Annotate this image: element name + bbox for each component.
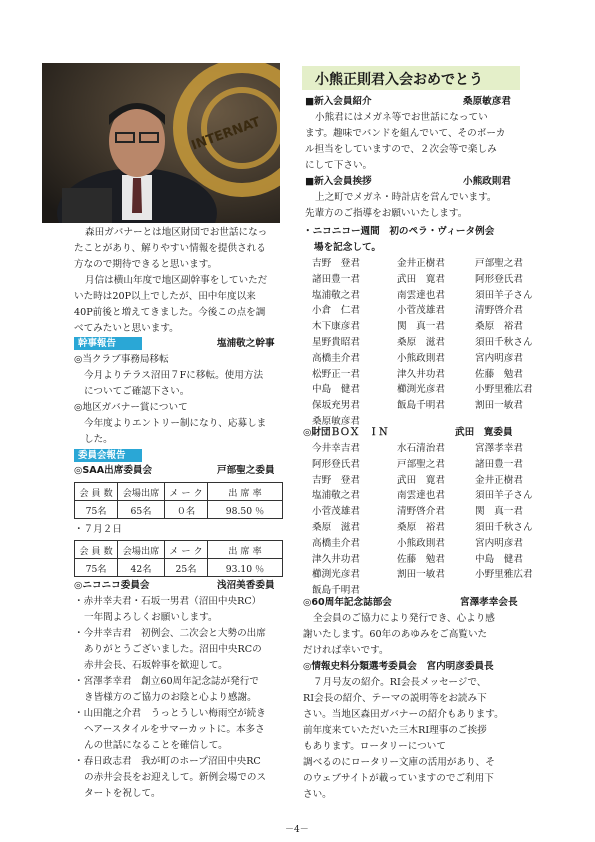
anniv-line: 全会員のご協力により発行でき、心より感 [313, 613, 495, 624]
member-name: 佐藤 勉君 [475, 368, 523, 380]
greeting-label: ■新入会員挨拶 [305, 176, 372, 187]
left-intro-line: いた時は20P以上でしたが、田中年度以来 [74, 291, 256, 302]
member-name: 金井正樹君 [475, 474, 523, 486]
table-header-cell: 会 員 数 [75, 483, 118, 501]
member-name: 阿形登氏君 [475, 273, 523, 285]
table-cell: ０名 [164, 501, 207, 519]
page-number: －4－ [285, 825, 309, 835]
member-name: 木下康彦君 [312, 321, 360, 333]
member-name: 小野里雅広君 [475, 569, 533, 581]
anniv-line: 謝いたします。60年のあゆみをご高覧いた [303, 629, 488, 640]
kanji-speaker: 塩浦敬之幹事 [217, 338, 275, 349]
niko-line: ・赤井幸夫君・石坂一男君（沼田中央RC） [74, 596, 262, 607]
niko-line: タートを祝して。 [84, 788, 161, 799]
member-name: 小熊政則君 [397, 537, 445, 549]
intro-label: ■新入会員紹介 [305, 96, 372, 107]
member-name: 中島 健君 [312, 384, 360, 396]
member-name: 塩浦敬之君 [312, 490, 360, 502]
member-name: 星野貴昭君 [312, 337, 360, 348]
info-line: 前年度来ていただいた三木RI理事のご挨拶 [303, 725, 487, 736]
table-header-cell: メ ー ク [164, 541, 207, 559]
member-name: 武田 寛君 [397, 273, 445, 285]
table-header-cell: メ ー ク [164, 483, 207, 501]
table-cell: 25名 [164, 559, 207, 577]
table-row [75, 483, 283, 501]
table-cell: 65名 [118, 501, 165, 519]
member-name: 櫛渕光彦君 [397, 384, 445, 396]
info-line: もあります。ロータリーについて [303, 741, 446, 752]
info-label: ◎情報史料分類選考委員会 宮内明彦委員長 [303, 661, 494, 672]
anniv-line: だければ幸いです。 [303, 645, 389, 656]
member-name: 桑原 裕君 [475, 321, 523, 333]
member-name: 割田一敏君 [397, 569, 445, 581]
niko-line: 一年間よろしくお願いします。 [84, 612, 218, 623]
member-name: 小野里雅広君 [475, 384, 533, 396]
anniv-label: ◎60周年記念誌部会 [303, 597, 392, 608]
member-name: 南雲達也君 [397, 490, 445, 502]
member-name: 桑原 裕君 [397, 522, 445, 533]
member-name: 須田千秋さん [475, 337, 533, 348]
kanji-line: ◎地区ガバナー賞について [74, 402, 188, 413]
member-name: 松野正一君 [312, 368, 360, 380]
kanji-line: 今年度よりエントリー制になり、応募しま [84, 418, 267, 429]
member-name: 小菅茂雄君 [312, 506, 360, 518]
table-row [75, 559, 283, 577]
member-name: 宮内明彦君 [475, 352, 523, 364]
info-line: のウェブサイトが載っていますのでご利用下 [303, 773, 494, 784]
member-name: 須田千秋さん [475, 522, 533, 533]
speaker-photo [42, 63, 280, 223]
box-label: ◎財団ＢＯＸ ＩＮ [303, 427, 389, 438]
intro-speaker: 桑原敏彦君 [463, 96, 511, 107]
niko-line: ありがとうございました。沼田中央RCの [84, 644, 262, 655]
niko-line: の赤井会長をお迎えして。新例会場でのス [84, 772, 267, 783]
table-header-cell: 会 員 数 [75, 541, 118, 559]
member-name: 佐藤 勉君 [397, 553, 445, 565]
left-intro-line: 40P前後と増えてきました。今後この点を調 [74, 307, 266, 318]
member-name: 津久井功君 [397, 368, 445, 380]
table-cell: 93.10 ％ [208, 559, 283, 577]
member-name: 清野啓介君 [397, 506, 445, 518]
member-name: 小菅茂雄君 [397, 305, 445, 317]
intro-line: 小熊君にはメガネ等でお世話になってい [315, 112, 488, 123]
niko-line: ヘアースタイルをサマーカットに。本多さ [84, 724, 265, 735]
table-header-cell: 会場出席 [118, 541, 165, 559]
greeting-speaker: 小熊政則君 [463, 176, 511, 187]
member-name: 須田羊子さん [475, 490, 533, 502]
member-name: 関 真一君 [475, 506, 523, 518]
table-cell: 98.50 ％ [208, 501, 283, 519]
member-name: 桑原 滋君 [312, 522, 360, 533]
member-name: 小熊政則君 [397, 352, 445, 364]
committee-report-label: 委員会報告 [74, 449, 142, 462]
left-intro-line: べてみたいと思います。 [74, 323, 179, 334]
speaker-photo-illustration [42, 63, 280, 223]
greeting-line: 上之町でメガネ・時計店を営んでいます。 [315, 192, 497, 203]
member-name: 宮内明彦君 [475, 537, 523, 549]
svg-text:INTERNAT: INTERNAT [189, 114, 263, 154]
table-row [75, 541, 283, 559]
info-line: さい。 [303, 789, 332, 800]
niko-line: き皆様方のご協力のお陰と心より感謝。 [84, 692, 257, 703]
member-name: 吉野 登君 [312, 474, 360, 486]
info-line: ７月号友の紹介。RI会長メッセージで、 [313, 677, 487, 688]
niko-line: ・今井幸吉君 初例会、二次会と大勢の出席 [74, 628, 266, 639]
kanji-report-label: 幹事報告 [74, 337, 142, 350]
table-cell: 42名 [118, 559, 165, 577]
member-name: 小倉 仁君 [312, 305, 360, 317]
member-name: 割田一敏君 [475, 400, 523, 412]
anniv-speaker: 宮澤孝幸会長 [460, 597, 518, 608]
table-header-cell: 出 席 率 [208, 541, 283, 559]
info-line: 調べるのにロータリー文庫の活用があり、そ [303, 757, 495, 768]
kanji-line: ◎当クラブ事務局移転 [74, 354, 169, 365]
table-header-cell: 会場出席 [118, 483, 165, 501]
niko-line: んの世話になることを確信して。 [84, 740, 228, 751]
member-name: 桑原 滋君 [397, 337, 445, 348]
table-row [75, 501, 283, 519]
left-intro-line: 月信は横山年度で地区副幹事をしていただ [85, 275, 268, 286]
member-name: 高橋圭介君 [312, 352, 360, 364]
member-name: 諸田豊一君 [475, 458, 523, 470]
greeting-line: 先輩方のご指導をお願いいたします。 [305, 208, 468, 219]
member-name: 吉野 登君 [312, 258, 360, 269]
member-name: 高橋圭介君 [312, 537, 360, 549]
member-name: 津久井功君 [312, 553, 360, 565]
kanji-line: 今月よりテラス沼田７Fに移転。使用方法 [84, 370, 264, 381]
intro-line: ます。趣味でバンドを組んでいて、そのボーカ [305, 128, 506, 139]
page-title: 小熊正則君入会おめでとう [315, 72, 483, 88]
left-intro-line: 森田ガバナーとは地区財団でお世話になっ [85, 227, 268, 238]
member-name: 保坂充男君 [312, 400, 360, 412]
table-cell: 75名 [75, 559, 118, 577]
info-line: RI会長の紹介、テーマの説明等をお読み下 [303, 693, 487, 704]
member-name: 戸部聖之君 [475, 258, 523, 269]
intro-line: にして下さい。 [305, 160, 373, 171]
saa-label: ◎SAA出席委員会 [74, 465, 153, 476]
niko-line: ・山田龍之介君 うっとうしい梅雨空が続き [74, 708, 266, 719]
saa-speaker: 戸部聖之委員 [217, 465, 275, 476]
date-label: ・７月２日 [74, 524, 122, 535]
attendance-table-1 [74, 482, 283, 519]
niko-week-title: 場を記念して。 [314, 242, 381, 253]
left-intro-line: たことがあり、解りやすい情報を提供される [74, 243, 266, 254]
niko-line: ・春日政志君 我が町のホープ沼田中央RC [74, 756, 261, 767]
left-intro-line: 方なので期待できると思います。 [74, 259, 218, 270]
niko-label: ◎ニコニコ委員会 [74, 580, 150, 591]
member-name: 飯島千明君 [312, 585, 360, 597]
member-name: 関 真一君 [397, 321, 445, 333]
member-name: 武田 寛君 [397, 474, 445, 486]
table-header-cell: 出 席 率 [208, 483, 283, 501]
info-line: さい。当地区森田ガバナーの紹介もあります。 [303, 709, 504, 720]
attendance-table-2 [74, 540, 283, 577]
member-name: 清野啓介君 [475, 305, 523, 317]
member-name: 今井幸吉君 [312, 443, 360, 454]
niko-line: 赤井会長、石坂幹事を歓迎して。 [84, 660, 228, 671]
member-name: 櫛渕光彦君 [312, 569, 360, 581]
niko-line: ・宮澤孝幸君 創立60周年記念誌が発行で [74, 676, 259, 687]
table-cell: 75名 [75, 501, 118, 519]
member-name: 飯島千明君 [397, 400, 445, 412]
member-name: 宮澤孝幸君 [475, 443, 523, 454]
member-name: 塩浦敬之君 [312, 289, 360, 301]
intro-line: ル担当をしていますので、２次会等で楽しみ [305, 144, 497, 155]
member-name: 金井正樹君 [397, 258, 445, 269]
member-name: 諸田豊一君 [312, 273, 360, 285]
box-speaker: 武田 寛委員 [455, 427, 513, 438]
member-name: 桑原敏彦君 [312, 416, 360, 427]
niko-week-title: ・ニコニコー週間 初のペラ・ヴィータ例会 [303, 226, 495, 237]
member-name: 戸部聖之君 [397, 458, 445, 470]
niko-speaker: 浅沼美香委員 [217, 580, 275, 591]
member-name: 阿形登氏君 [312, 458, 360, 470]
kanji-line: についてご確認下さい。 [84, 386, 190, 397]
member-name: 水石清治君 [397, 443, 445, 454]
member-name: 南雲達也君 [397, 289, 445, 301]
member-name: 中島 健君 [475, 553, 523, 565]
member-name: 須田羊子さん [475, 289, 533, 301]
kanji-line: した。 [84, 434, 113, 445]
